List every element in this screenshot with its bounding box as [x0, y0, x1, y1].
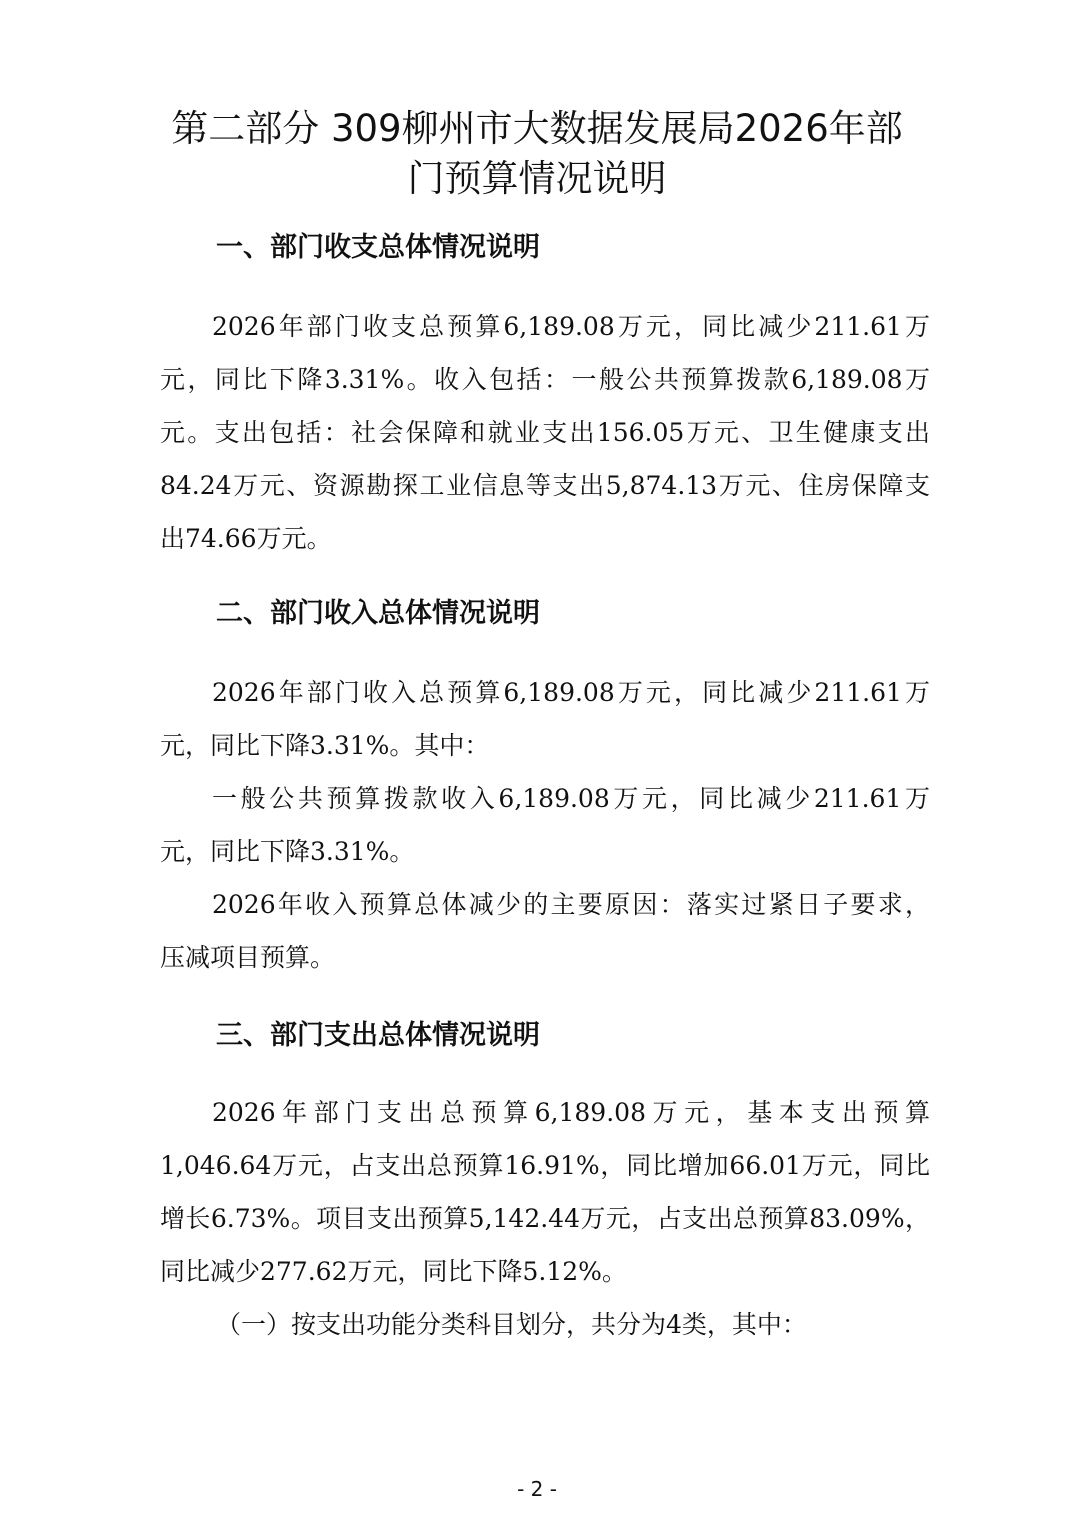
paragraph-line: 元，同比下降3.31%。收入包括：一般公共预算拨款6,189.08万 [160, 365, 930, 394]
paragraph-line: 元，同比下降3.31%。 [160, 837, 415, 866]
page-title-line-2: 门预算情况说明 [407, 157, 667, 200]
section-2-heading: 二、部门收入总体情况说明 [216, 598, 540, 629]
paragraph-line: （一）按支出功能分类科目划分，共分为4类，其中： [216, 1310, 807, 1339]
paragraph-line: 一般公共预算拨款收入6,189.08万元，同比减少211.61万 [212, 784, 930, 813]
page-title-line-1: 第二部分 309柳州市大数据发展局2026年部 [171, 107, 903, 150]
paragraph-line: 2026年部门支出总预算6,189.08万元，基本支出预算 [212, 1098, 930, 1127]
paragraph-line: 压减项目预算。 [160, 943, 336, 972]
page-title [0, 104, 1074, 204]
paragraph-line: 2026年部门收支总预算6,189.08万元，同比减少211.61万 [212, 312, 930, 341]
paragraph-line: 2026年收入预算总体减少的主要原因：落实过紧日子要求， [212, 890, 930, 919]
section-3-paragraph-1 [160, 1086, 930, 1298]
paragraph-line: 元。支出包括：社会保障和就业支出156.05万元、卫生健康支出 [160, 418, 930, 447]
paragraph-line: 1,046.64万元，占支出总预算16.91%，同比增加66.01万元，同比 [160, 1151, 930, 1180]
page-number: - 2 - [517, 1477, 557, 1501]
section-1-paragraph [160, 300, 930, 565]
paragraph-line: 增长6.73%。项目支出预算5,142.44万元，占支出总预算83.09%， [160, 1204, 930, 1233]
paragraph-line: 出74.66万元。 [160, 524, 332, 553]
section-3-paragraph-2 [160, 1298, 930, 1351]
section-2-paragraph-1 [160, 666, 930, 772]
paragraph-line: 元，同比下降3.31%。其中： [160, 731, 490, 760]
section-2-paragraph-3 [160, 878, 930, 984]
paragraph-line: 2026年部门收入总预算6,189.08万元，同比减少211.61万 [212, 678, 930, 707]
section-1-heading: 一、部门收支总体情况说明 [216, 232, 540, 263]
paragraph-line: 84.24万元、资源勘探工业信息等支出5,874.13万元、住房保障支 [160, 471, 930, 500]
section-2-paragraph-2 [160, 772, 930, 878]
paragraph-line: 同比减少277.62万元，同比下降5.12%。 [160, 1257, 627, 1286]
section-3-heading: 三、部门支出总体情况说明 [216, 1020, 540, 1051]
